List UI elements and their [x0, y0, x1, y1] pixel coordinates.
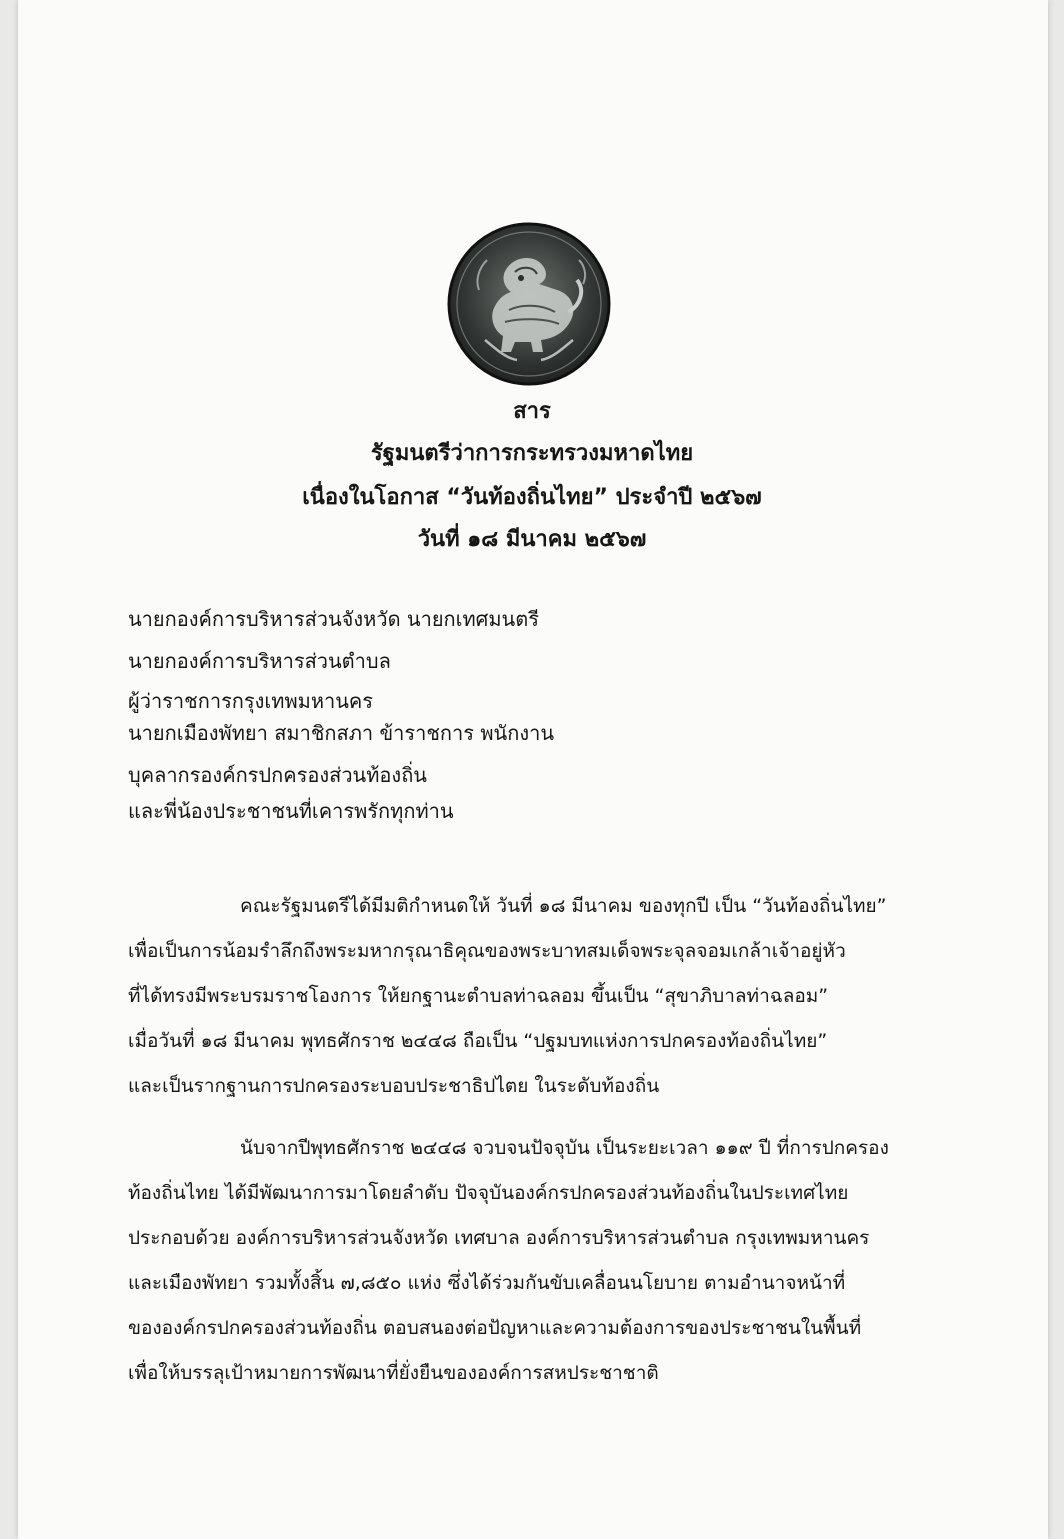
paragraph-line: และเป็นรากฐานการปกครองระบอบประชาธิปไตย ในระดับท้องถิ่น — [128, 1075, 660, 1097]
document-date: วันที่ ๑๘ มีนาคม ๒๕๖๗ — [417, 527, 647, 552]
recipient-line: นายกองค์การบริหารส่วนตำบล — [128, 649, 391, 673]
document-occasion: เนื่องในโอกาส “วันท้องถิ่นไทย” ประจำปี ๒๕๖๗ — [302, 485, 762, 510]
seal-emblem-icon — [445, 220, 613, 388]
recipient-line: และพี่น้องประชาชนที่เคารพรักทุกท่าน — [128, 799, 454, 823]
paragraph-line: ประกอบด้วย องค์การบริหารส่วนจังหวัด เทศบาล องค์การบริหารส่วนตำบล กรุงเทพมหานคร — [128, 1227, 870, 1249]
paragraph-line: คณะรัฐมนตรีได้มีมติกำหนดให้ วันที่ ๑๘ มีนาคม ของทุกปี เป็น “วันท้องถิ่นไทย” — [240, 895, 887, 917]
paragraph-line: นับจากปีพุทธศักราช ๒๔๔๘ จวบจนปัจจุบัน เป็นระยะเวลา ๑๑๙ ปี ที่การปกครอง — [240, 1137, 889, 1159]
document-title: สาร — [513, 399, 551, 424]
recipient-line: นายกเมืองพัทยา สมาชิกสภา ข้าราชการ พนักงาน — [128, 721, 555, 745]
paragraph-line: ท้องถิ่นไทย ได้มีพัฒนาการมาโดยลำดับ ปัจจุบันองค์กรปกครองส่วนท้องถิ่นในประเทศไทย — [128, 1182, 849, 1204]
paragraph-line: และเมืองพัทยา รวมทั้งสิ้น ๗,๘๕๐ แห่ง ซึ่งได้ร่วมกันขับเคลื่อนนโยบาย ตามอำนาจหน้าที่ — [128, 1272, 846, 1294]
paragraph-line: ที่ได้ทรงมีพระบรมราชโองการ ให้ยกฐานะตำบลท่าฉลอม ขึ้นเป็น “สุขาภิบาลท่าฉลอม” — [128, 985, 829, 1007]
body-paragraph — [128, 1126, 940, 1396]
paragraph-line: เพื่อเป็นการน้อมรำลึกถึงพระมหากรุณาธิคุณของพระบาทสมเด็จพระจุลจอมเกล้าเจ้าอยู่หัว — [128, 940, 846, 962]
body-paragraph — [128, 884, 940, 1109]
recipient-line: บุคลากรองค์กรปกครองส่วนท้องถิ่น — [128, 763, 427, 787]
paragraph-line: ขององค์กรปกครองส่วนท้องถิ่น ตอบสนองต่อปัญหาและความต้องการของประชาชนในพื้นที่ — [128, 1317, 862, 1339]
recipient-line: ผู้ว่าราชการกรุงเทพมหานคร — [128, 689, 374, 713]
paragraph-line: เมื่อวันที่ ๑๘ มีนาคม พุทธศักราช ๒๔๔๘ ถือเป็น “ปฐมบทแห่งการปกครองท้องถิ่นไทย” — [128, 1030, 828, 1052]
document-subtitle: รัฐมนตรีว่าการกระทรวงมหาดไทย — [370, 441, 694, 466]
recipient-line: นายกองค์การบริหารส่วนจังหวัด นายกเทศมนตรี — [128, 607, 539, 631]
paragraph-line: เพื่อให้บรรลุเป้าหมายการพัฒนาที่ยั่งยืนขององค์การสหประชาชาติ — [128, 1362, 659, 1384]
